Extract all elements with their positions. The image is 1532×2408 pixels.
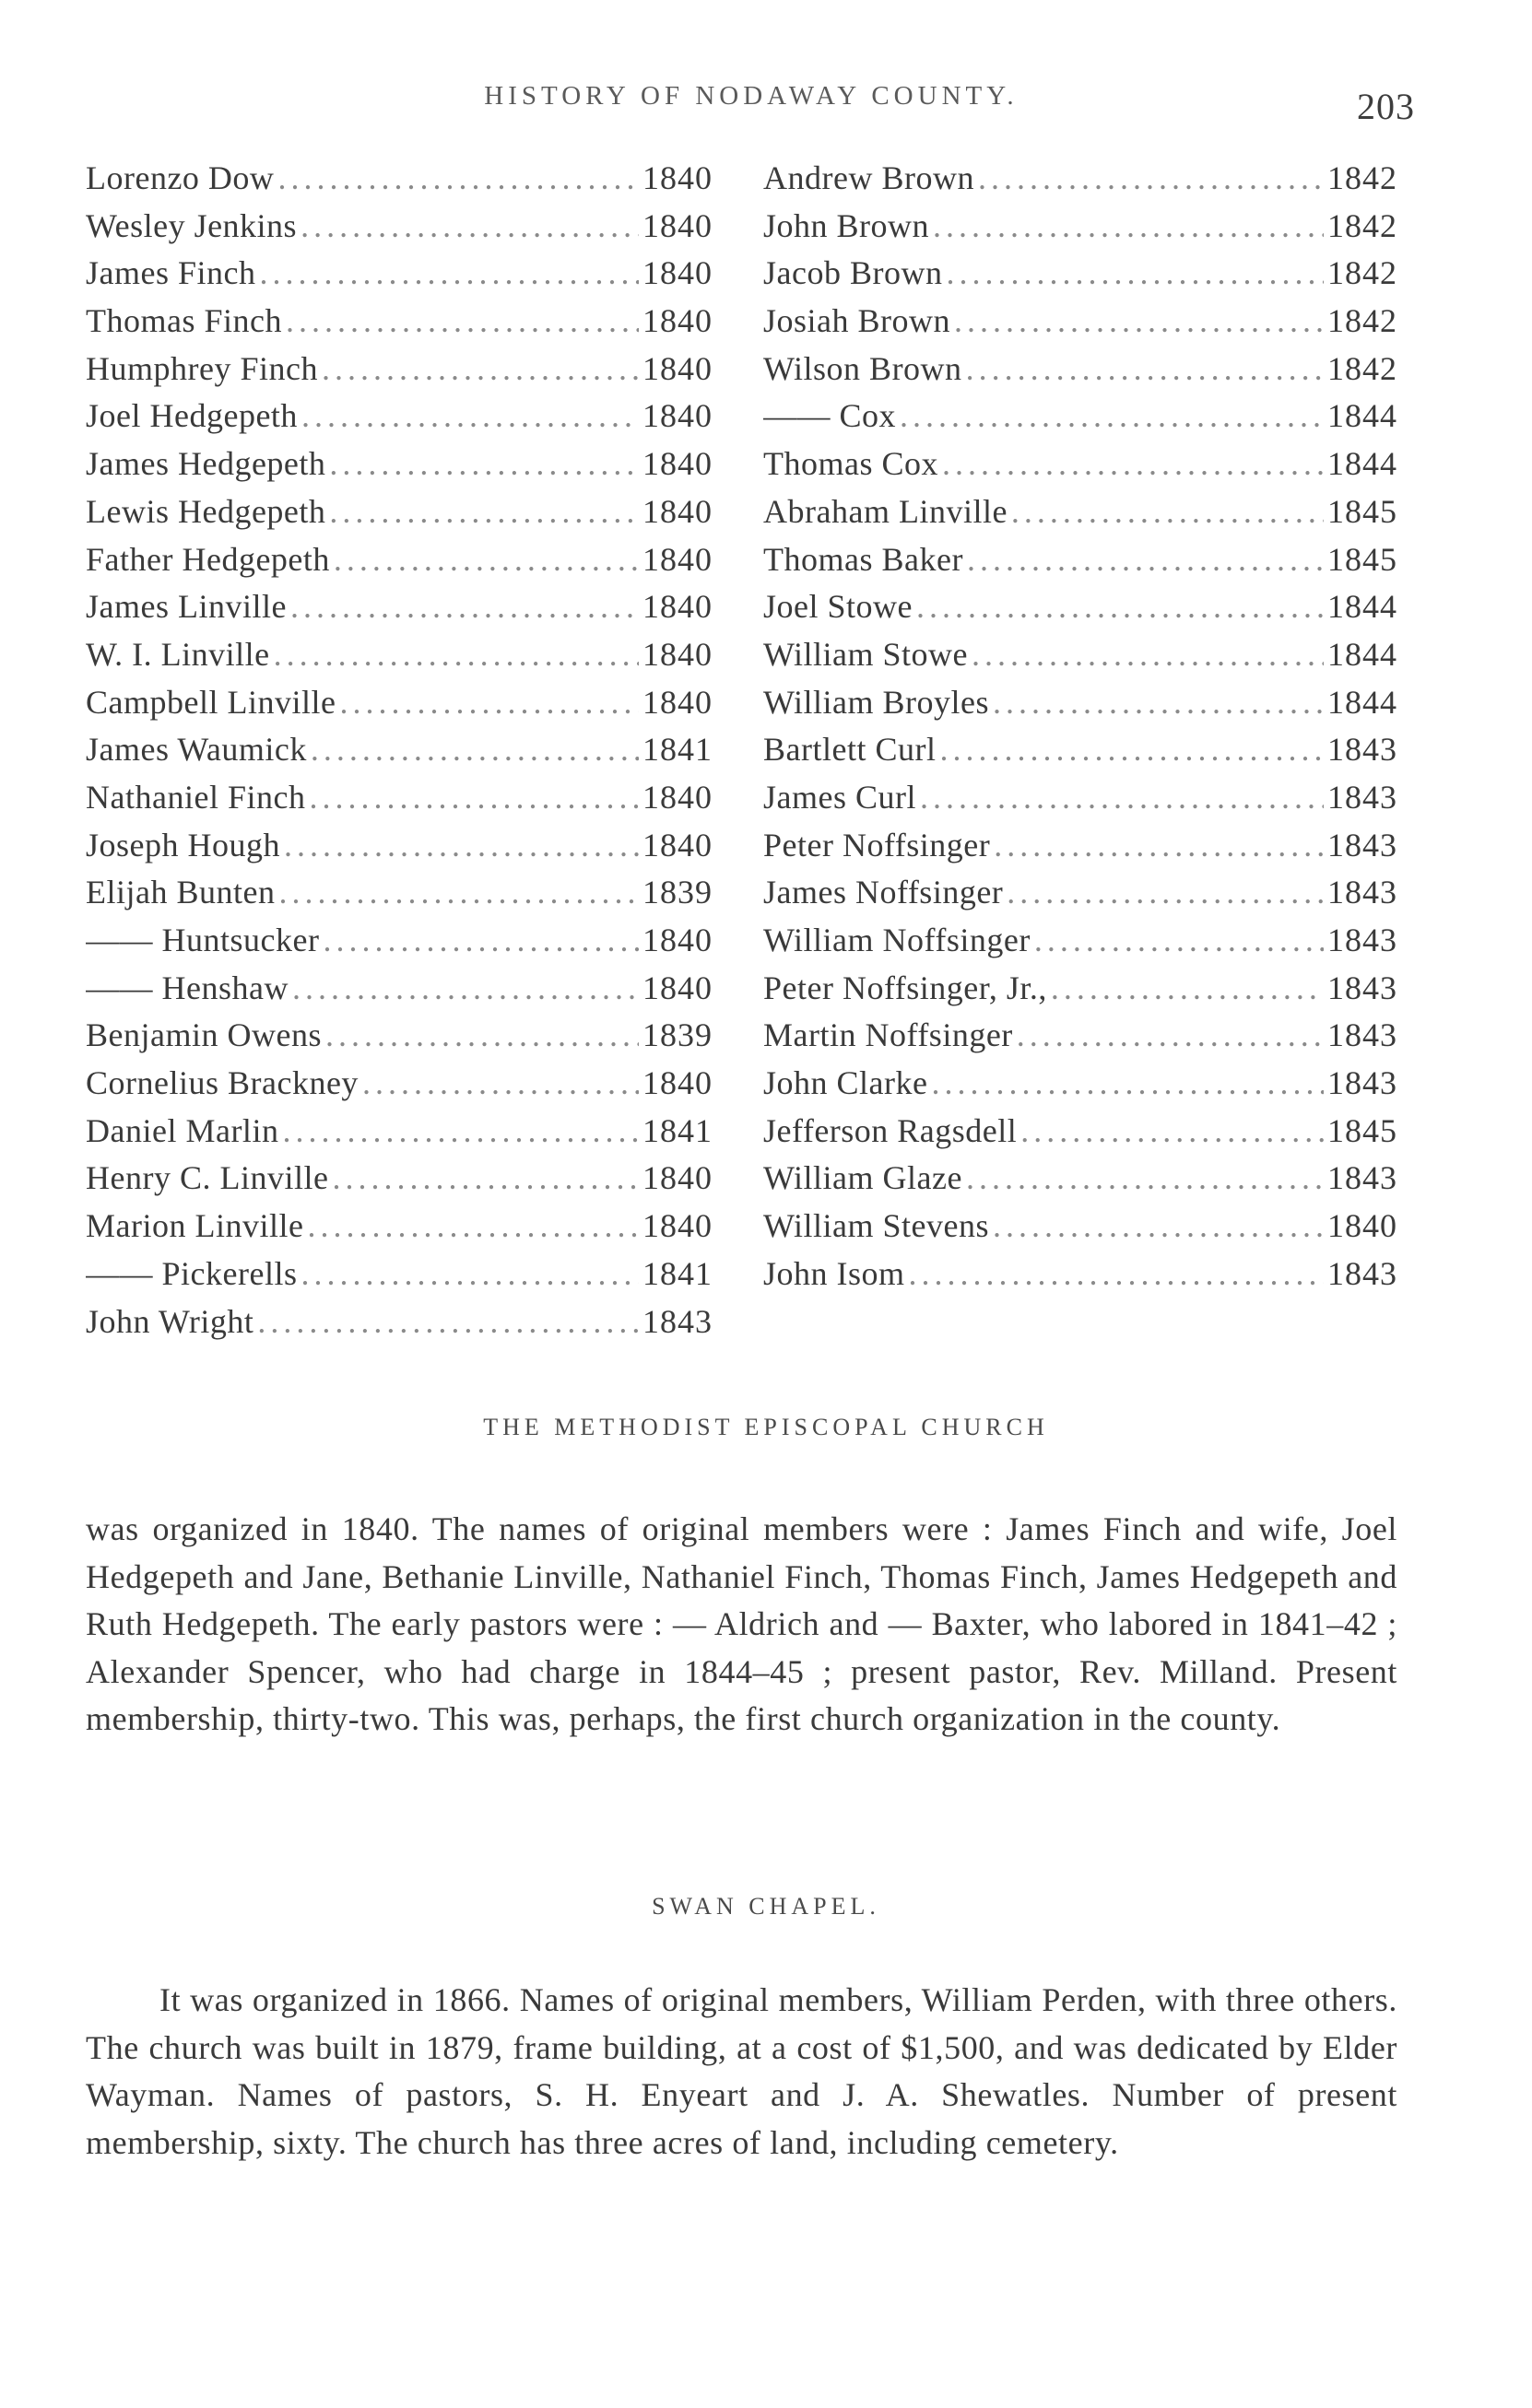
member-year: 1840 [642, 1064, 713, 1102]
member-name: Father Hedgepeth [86, 540, 330, 578]
dot-leader [931, 1063, 1324, 1102]
member-year: 1843 [1327, 778, 1397, 816]
member-entry [763, 349, 1397, 397]
member-name: Campbell Linville [86, 683, 336, 721]
dot-leader [257, 1302, 639, 1341]
member-entry [86, 826, 713, 874]
dot-leader [332, 1158, 639, 1197]
member-entry [86, 587, 713, 635]
member-name: Joel Hedgepeth [86, 397, 298, 435]
member-entry [763, 1206, 1397, 1254]
dot-leader [966, 1158, 1324, 1197]
member-year: 1844 [1327, 445, 1397, 483]
member-entry [86, 1254, 713, 1302]
member-name: Thomas Baker [763, 540, 963, 578]
dot-leader [290, 587, 639, 626]
member-entry [763, 1254, 1397, 1302]
member-year: 1840 [642, 826, 713, 863]
member-entry [763, 587, 1397, 635]
dot-leader [966, 349, 1324, 388]
dot-leader [307, 1206, 639, 1245]
dot-leader [920, 778, 1324, 816]
dot-leader [284, 826, 639, 864]
member-entry [86, 635, 713, 683]
member-entry [763, 1158, 1397, 1206]
member-entry [763, 873, 1397, 921]
member-name: James Linville [86, 588, 287, 626]
dot-leader [322, 349, 639, 388]
member-name: James Finch [86, 254, 256, 292]
dot-leader [909, 1254, 1324, 1293]
member-year: 1843 [642, 1302, 713, 1340]
methodist-church-heading: THE METHODIST EPISCOPAL CHURCH [483, 1414, 1049, 1440]
member-year: 1840 [642, 254, 713, 292]
member-year: 1843 [1327, 731, 1397, 769]
member-year: 1840 [642, 540, 713, 578]
member-year: 1843 [1327, 1016, 1397, 1054]
dot-leader [1007, 873, 1324, 911]
member-year: 1845 [1327, 1111, 1397, 1149]
member-name: Joseph Hough [86, 826, 280, 863]
member-name: John Brown [763, 206, 930, 244]
methodist-church-paragraph: was organized in 1840. The names of original members were : James Finch and wife, Joel Hedgepeth and Jane, Bethanie Linville, Nathaniel Finch, Thomas Finch, James Hedgepeth and Ruth Hedgepeth. The early pastors were : — Aldrich and — Baxter, who labored in 1841–42 ; Alexander Spencer, who had charge in 1844–45 ; present pastor, Rev. Milland. Present membership, thirty-two. This was, perhaps, the first church organization in the county. [86, 1510, 1397, 1738]
dot-leader [292, 969, 639, 1007]
page-number: 203 [1357, 86, 1415, 127]
dot-leader [994, 826, 1324, 864]
member-entry [86, 969, 713, 1016]
member-name: William Glaze [763, 1159, 962, 1197]
member-name: John Wright [86, 1302, 254, 1340]
member-entry [86, 1206, 713, 1254]
member-name: Elijah Bunten [86, 874, 276, 911]
member-year: 1840 [642, 588, 713, 626]
member-name: Thomas Cox [763, 445, 938, 483]
dot-leader [334, 540, 639, 579]
member-year: 1841 [642, 1111, 713, 1149]
member-list-right [763, 159, 1397, 1302]
dot-leader [286, 301, 639, 340]
member-year: 1842 [1327, 159, 1397, 196]
dot-leader [282, 1111, 639, 1150]
member-name: Andrew Brown [763, 159, 974, 196]
member-entry [763, 683, 1397, 731]
member-year: 1840 [642, 397, 713, 435]
running-title: HISTORY OF NODAWAY COUNTY. [484, 81, 1019, 111]
dot-leader [301, 206, 639, 245]
member-year: 1839 [642, 1016, 713, 1054]
member-entry [86, 206, 713, 254]
dot-leader [993, 1206, 1324, 1245]
member-entry [86, 396, 713, 444]
member-name: William Broyles [763, 683, 990, 721]
member-entry [763, 444, 1397, 492]
dot-leader [301, 396, 639, 435]
member-entry [763, 1016, 1397, 1063]
member-name: Marion Linville [86, 1207, 304, 1245]
member-year: 1842 [1327, 206, 1397, 244]
member-entry [763, 301, 1397, 349]
member-name: —— Pickerells [86, 1254, 298, 1292]
member-year: 1842 [1327, 254, 1397, 292]
dot-leader [301, 1254, 639, 1293]
member-name: Lewis Hedgepeth [86, 492, 326, 530]
member-year: 1843 [1327, 874, 1397, 911]
member-name: Daniel Marlin [86, 1111, 279, 1149]
member-year: 1840 [1327, 1207, 1397, 1245]
dot-leader [972, 635, 1324, 674]
member-year: 1840 [642, 683, 713, 721]
member-name: Wesley Jenkins [86, 206, 298, 244]
dot-leader [311, 730, 639, 769]
member-year: 1841 [642, 731, 713, 769]
swan-chapel-heading: SWAN CHAPEL. [652, 1893, 880, 1920]
member-entry [86, 730, 713, 778]
member-year: 1844 [1327, 635, 1397, 673]
member-entry [86, 253, 713, 301]
member-entry [86, 1063, 713, 1111]
member-entry [86, 349, 713, 397]
member-name: Cornelius Brackney [86, 1064, 359, 1102]
dot-leader [277, 159, 639, 197]
member-name: Josiah Brown [763, 302, 950, 340]
member-name: —— Henshaw [86, 969, 289, 1006]
member-entry [763, 921, 1397, 969]
member-entry [86, 778, 713, 826]
member-entry [763, 396, 1397, 444]
dot-leader [993, 683, 1324, 722]
member-year: 1844 [1327, 588, 1397, 626]
member-name: Henry C. Linville [86, 1159, 329, 1197]
dot-leader [325, 1016, 639, 1054]
member-entry [86, 301, 713, 349]
member-entry [763, 253, 1397, 301]
member-year: 1842 [1327, 302, 1397, 340]
member-name: James Noffsinger [763, 874, 1004, 911]
member-entry [86, 159, 713, 206]
member-name: William Stowe [763, 635, 969, 673]
member-name: Humphrey Finch [86, 349, 318, 387]
member-entry [86, 444, 713, 492]
member-list-left [86, 159, 713, 1349]
member-name: James Curl [763, 778, 916, 816]
member-entry [763, 1063, 1397, 1111]
member-year: 1840 [642, 445, 713, 483]
member-name: James Waumick [86, 731, 307, 769]
member-name: Abraham Linville [763, 492, 1008, 530]
member-entry [86, 1302, 713, 1350]
member-year: 1840 [642, 1207, 713, 1245]
dot-leader [1051, 969, 1324, 1007]
member-entry [86, 1016, 713, 1063]
member-entry [86, 921, 713, 969]
member-name: W. I. Linville [86, 635, 270, 673]
member-year: 1839 [642, 874, 713, 911]
member-entry [763, 540, 1397, 588]
dot-leader [309, 778, 639, 816]
member-year: 1840 [642, 969, 713, 1006]
member-name: John Isom [763, 1254, 905, 1292]
member-entry [763, 969, 1397, 1016]
member-year: 1840 [642, 635, 713, 673]
dot-leader [1034, 921, 1324, 959]
dot-leader [916, 587, 1324, 626]
dot-leader [1017, 1016, 1324, 1054]
member-name: Thomas Finch [86, 302, 282, 340]
member-name: William Noffsinger [763, 922, 1031, 958]
member-entry [86, 492, 713, 540]
member-name: James Hedgepeth [86, 445, 326, 483]
member-name: Peter Noffsinger, Jr., [763, 969, 1047, 1006]
dot-leader [339, 683, 639, 722]
dot-leader [978, 159, 1324, 197]
member-year: 1843 [1327, 826, 1397, 863]
member-name: Peter Noffsinger [763, 826, 991, 863]
running-head [88, 81, 1415, 127]
member-name: Lorenzo Dow [86, 159, 275, 196]
member-name: Joel Stowe [763, 588, 913, 626]
dot-leader [1020, 1111, 1324, 1150]
member-name: —— Huntsucker [86, 922, 320, 958]
dot-leader [946, 253, 1324, 292]
member-name: Jefferson Ragsdell [763, 1111, 1018, 1149]
member-name: —— Cox [763, 397, 897, 435]
dot-leader [329, 444, 639, 483]
member-entry [763, 206, 1397, 254]
member-entry [763, 492, 1397, 540]
member-name: Wilson Brown [763, 349, 962, 387]
member-entry [763, 635, 1397, 683]
member-year: 1840 [642, 492, 713, 530]
dot-leader [274, 635, 639, 674]
member-year: 1843 [1327, 1064, 1397, 1102]
member-entry [86, 1111, 713, 1159]
dot-leader [939, 730, 1324, 769]
dot-leader [362, 1063, 639, 1102]
member-year: 1842 [1327, 349, 1397, 387]
member-year: 1844 [1327, 397, 1397, 435]
member-entry [86, 540, 713, 588]
member-year: 1840 [642, 302, 713, 340]
member-name: John Clarke [763, 1064, 928, 1102]
member-entry [86, 1158, 713, 1206]
member-year: 1843 [1327, 1254, 1397, 1292]
dot-leader [954, 301, 1324, 340]
member-entry [86, 873, 713, 921]
dot-leader [329, 492, 639, 531]
swan-chapel-paragraph: It was organized in 1866. Names of original members, William Perden, with three others. The church was built in 1879, frame building, at a cost of $1,500, and was dedicated by Elder Wayman. Names of pastors, S. H. Enyeart and J. A. Shewatles. Number of present membership, sixty. The church has three acres of land, including cemetery. [86, 1981, 1397, 2161]
member-name: Martin Noffsinger [763, 1016, 1013, 1054]
member-name: Nathaniel Finch [86, 778, 306, 816]
member-name: Benjamin Owens [86, 1016, 322, 1054]
member-year: 1845 [1327, 492, 1397, 530]
member-year: 1843 [1327, 922, 1397, 958]
member-name: Bartlett Curl [763, 731, 937, 769]
dot-leader [278, 873, 639, 911]
member-year: 1840 [642, 778, 713, 816]
member-year: 1840 [642, 1159, 713, 1197]
member-year: 1840 [642, 206, 713, 244]
dot-leader [259, 253, 639, 292]
member-year: 1843 [1327, 1159, 1397, 1197]
member-year: 1840 [642, 159, 713, 196]
member-name: Jacob Brown [763, 254, 943, 292]
member-entry [763, 159, 1397, 206]
member-year: 1844 [1327, 683, 1397, 721]
dot-leader [933, 206, 1324, 245]
dot-leader [900, 396, 1324, 435]
dot-leader [1011, 492, 1324, 531]
member-entry [86, 683, 713, 731]
member-year: 1845 [1327, 540, 1397, 578]
member-year: 1840 [642, 922, 713, 958]
dot-leader [967, 540, 1324, 579]
member-entry [763, 778, 1397, 826]
member-entry [763, 826, 1397, 874]
member-entry [763, 1111, 1397, 1159]
member-year: 1843 [1327, 969, 1397, 1006]
dot-leader [323, 921, 639, 959]
member-year: 1840 [642, 349, 713, 387]
member-name: William Stevens [763, 1207, 990, 1245]
member-year: 1841 [642, 1254, 713, 1292]
member-entry [763, 730, 1397, 778]
dot-leader [942, 444, 1324, 483]
